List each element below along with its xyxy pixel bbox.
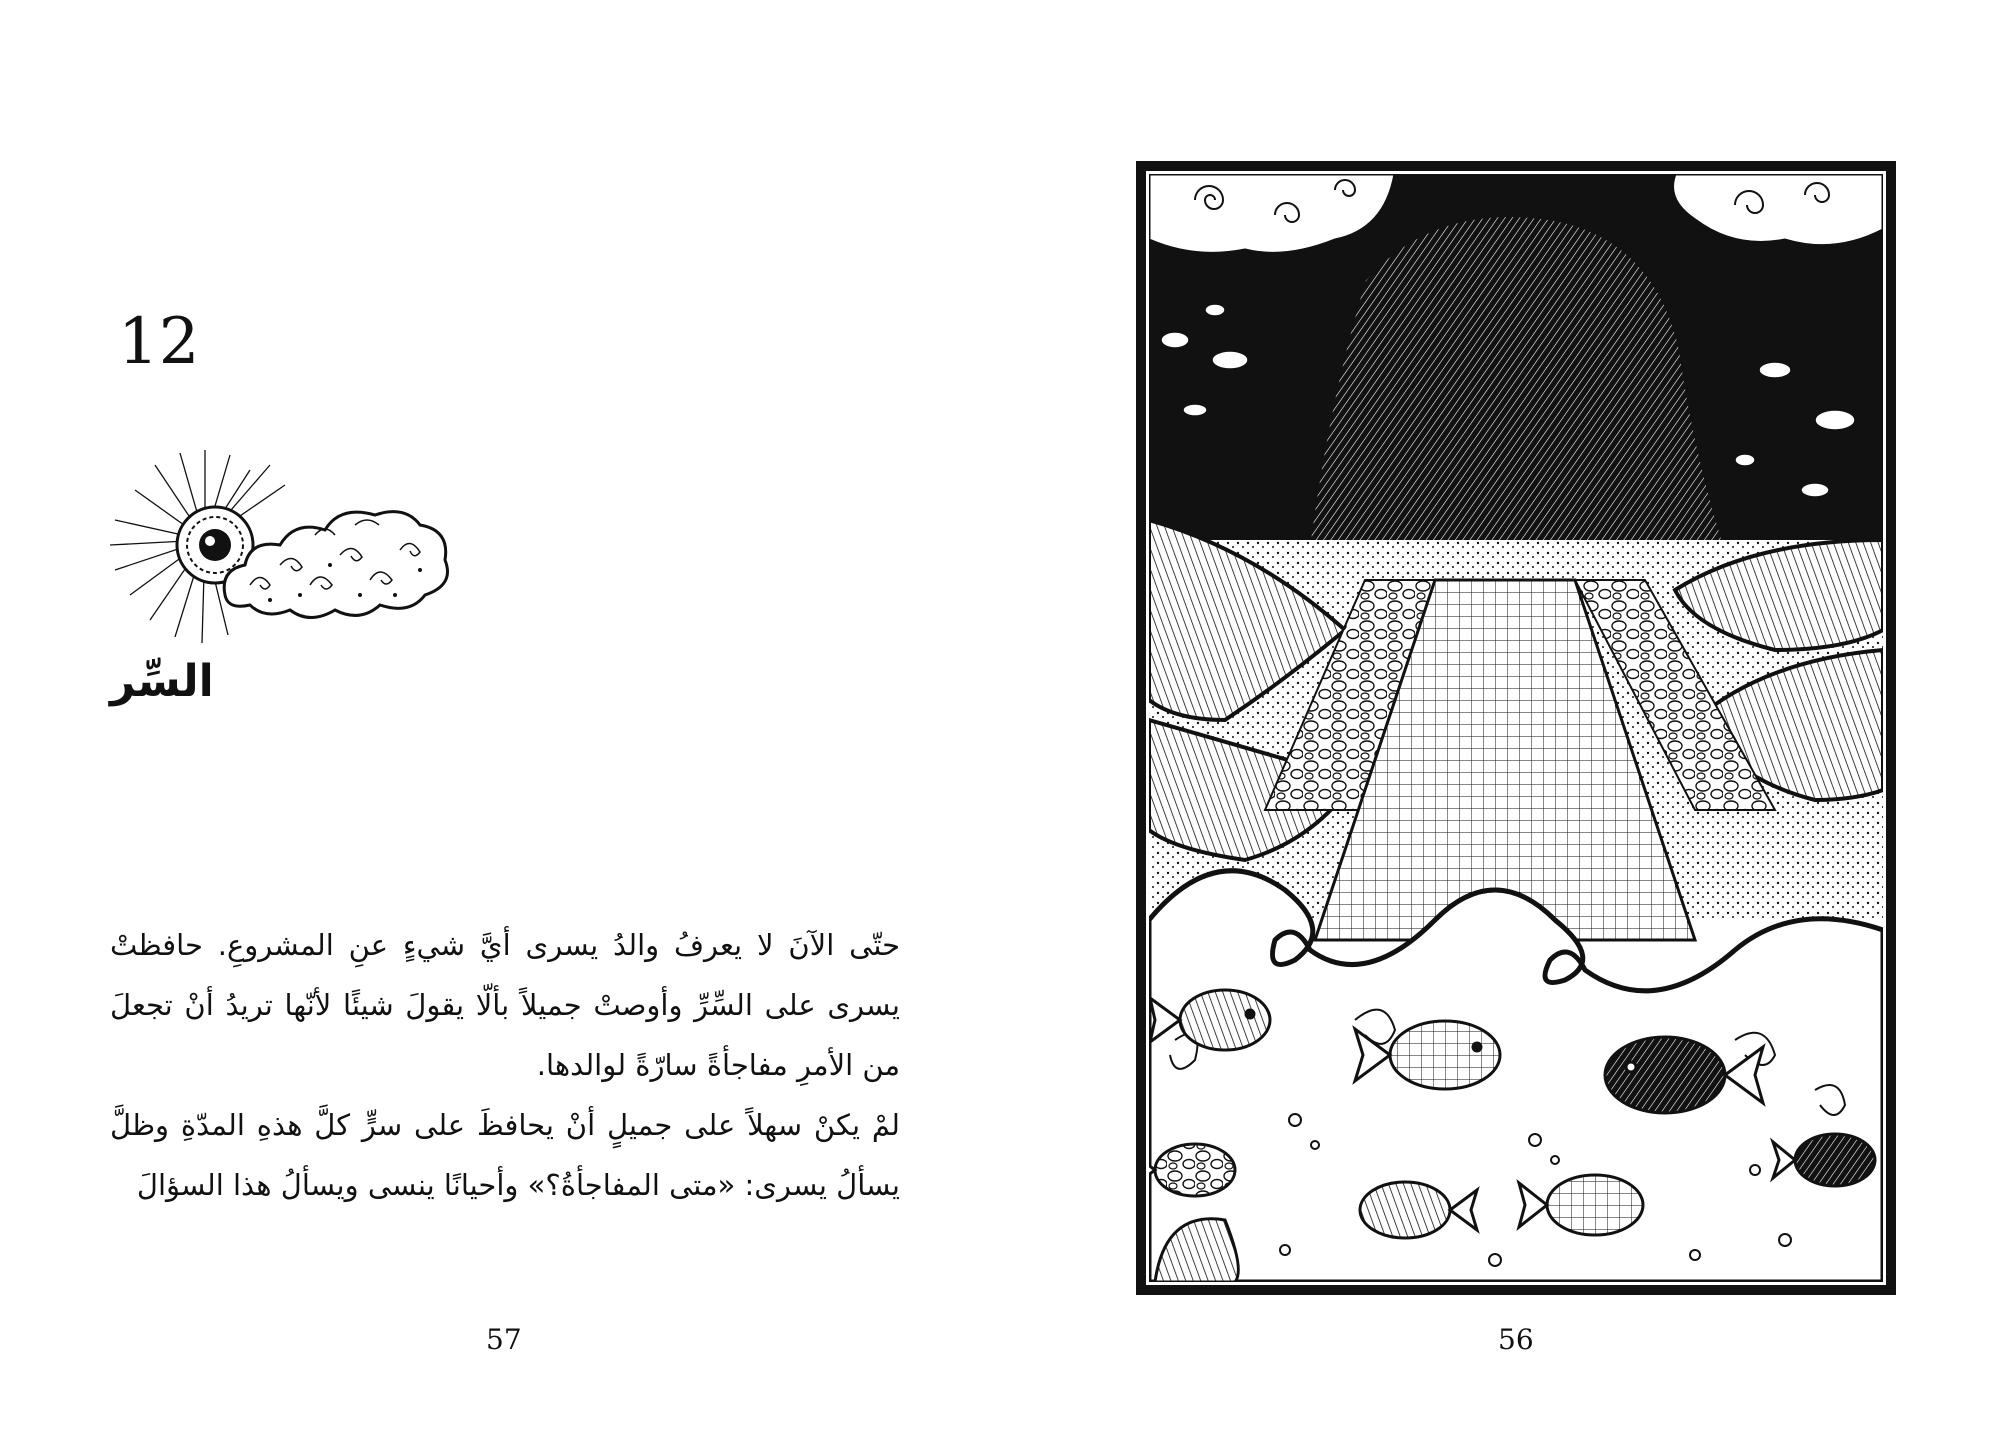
page-number-right: 56: [1498, 1323, 1534, 1356]
chapter-number: 12: [118, 305, 200, 379]
boats-path-illustration: [1135, 160, 1897, 1296]
sun-cloud-icon: [110, 445, 460, 645]
chapter-body-text: [110, 915, 900, 1215]
right-page: [1000, 0, 2000, 1438]
paragraph-2: لمْ يكنْ سهلاً على جميلٍ أنْ يحافظَ على سرٍّ كلَّ هذهِ المدّةِ وظلَّ يسألُ يسرى: «متى المفاجأةُ؟» وأحيانًا ينسى ويسألُ هذا السؤالَ: [110, 1108, 900, 1202]
page-number-left: 57: [486, 1323, 522, 1356]
chapter-title: السِّر: [110, 656, 214, 707]
paragraph-1: حتّى الآنَ لا يعرفُ والدُ يسرى أيَّ شيءٍ عنِ المشروعِ. حافظتْ يسرى على السِّرِّ وأوصتْ جميلاً بألّا يقولَ شيئًا لأنّها تريدُ أنْ تجعلَ من الأمرِ مفاجأةً سارّةً لوالدها.: [110, 928, 900, 1082]
